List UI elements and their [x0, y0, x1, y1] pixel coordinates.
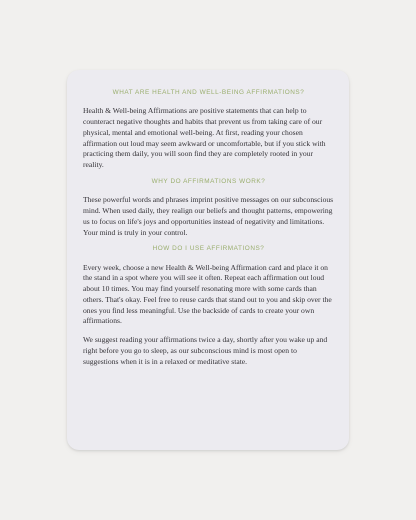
section-heading-why-work: WHY DO AFFIRMATIONS WORK?: [151, 177, 266, 185]
instruction-card: [67, 70, 349, 450]
section-heading-what-are: WHAT ARE HEALTH AND WELL-BEING AFFIRMATIONS?: [112, 89, 305, 96]
paragraph-how-use: Every week, choose a new Health & Well-being Affirmation card and place it on the stand in a spot where you will see it often. Repeat each affirmation out loud about 10 times. You may find yourself resonating more with some cards than others. That's okay. Feel free to reuse cards that stand out to you and skip over the ones you find less meaningful. Use the backside of cards to create your own affirmations.: [83, 262, 332, 326]
section-heading-how-use: HOW DO I USE AFFIRMATIONS?: [152, 245, 265, 253]
paragraph-suggestion: We suggest reading your affirmations twice a day, shortly after you wake up and right before you go to sleep, as our subconscious mind is most open to suggestions when it is in a relaxed or meditative state.: [83, 335, 328, 366]
paragraph-what-are: Health & Well-being Affirmations are positive statements that can help to counteract negative thoughts and habits that prevent us from taking care of our physical, mental and emotional well-being. At first, reading your chosen affirmation out loud may seem awkward or uncomfortable, but if you stick with practicing them daily, you will soon find they are completely rooted in your reality.: [83, 106, 326, 170]
paragraph-why-work: These powerful words and phrases imprint positive messages on our subconscious mind. When used daily, they realign our beliefs and thought patterns, empowering us to focus on life's joys and opportunities instead of negativity and limitations. Your mind is truly in your control.: [83, 195, 334, 237]
